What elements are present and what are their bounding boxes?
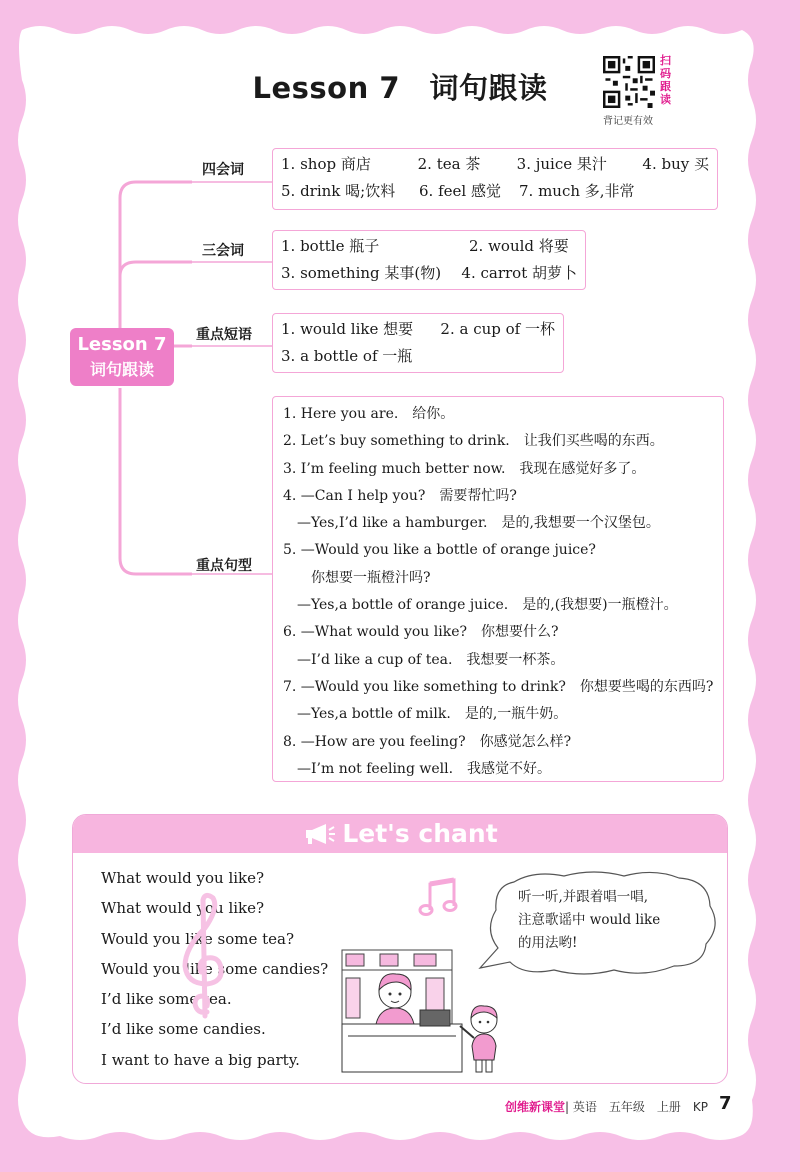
- sentence-line: 1. Here you are. 给你。: [283, 406, 455, 422]
- chant-line: I’d like some tea.: [101, 990, 232, 1009]
- page-title: Lesson 7 词句跟读: [252, 71, 548, 105]
- phrase-item: 2. a cup of 一杯: [440, 320, 555, 338]
- sentence-line: 你想要一瓶橙汁吗?: [283, 569, 431, 586]
- qr-caption: 背记更有效: [603, 116, 653, 127]
- four-skills-box: [272, 148, 718, 210]
- sentence-line: 4. —Can I help you? 需要帮忙吗?: [283, 487, 517, 504]
- chant-header: [73, 815, 727, 853]
- sentences-box: [272, 396, 724, 782]
- footer-info: | 英语 五年级 上册 KP: [565, 1100, 708, 1114]
- sentence-line: 3. I’m feeling much better now. 我现在感觉好多了。: [283, 460, 646, 477]
- qr-side-label: [660, 54, 676, 106]
- vocab-item: 6. feel 感觉: [419, 182, 501, 200]
- chant-line: Would you like some tea?: [101, 929, 295, 948]
- vocab-item: 7. much 多,非常: [519, 182, 635, 200]
- chant-line: What would you like?: [101, 899, 265, 918]
- phrases-box: [272, 313, 564, 373]
- sentence-line: 7. —Would you like something to drink? 你想要些喝的东西吗?: [283, 678, 714, 695]
- sentence-line: —I’d like a cup of tea. 我想要一杯茶。: [283, 651, 565, 668]
- treble-clef-icon: [175, 892, 235, 1022]
- sentence-line: 8. —How are you feeling? 你感觉怎么样?: [283, 733, 572, 750]
- sentence-line: —I’m not feeling well. 我感觉不好。: [283, 760, 552, 777]
- vocab-item: 4. buy 买: [642, 155, 709, 173]
- chant-line: I want to have a big party.: [101, 1050, 300, 1069]
- sentence-line: —Yes,a bottle of milk. 是的,一瓶牛奶。: [283, 706, 568, 723]
- page-footer: [505, 1098, 708, 1115]
- qr-side-char: 扫: [660, 54, 671, 67]
- chant-line: What would you like?: [101, 869, 265, 887]
- chant-line: I’d like some candies.: [101, 1020, 266, 1039]
- megaphone-icon: [302, 822, 336, 846]
- vocab-item: 2. would 将要: [469, 237, 569, 255]
- bubble-line: 听一听,并跟着唱一唱,: [518, 889, 649, 905]
- sentence-line: —Yes,I’d like a hamburger. 是的,我想要一个汉堡包。: [283, 515, 660, 532]
- sentence-line: 5. —Would you like a bottle of orange juice?: [283, 542, 596, 559]
- center-subtitle: 词句跟读: [89, 360, 154, 379]
- category-label-three-skills: 三会词: [202, 243, 244, 259]
- sentence-line: —Yes,a bottle of orange juice. 是的,(我想要)一瓶橙汁。: [283, 597, 678, 614]
- bubble-line: 的用法哟!: [518, 935, 578, 951]
- vocab-item: 1. shop 商店: [281, 155, 371, 173]
- category-label-sentences: 重点句型: [196, 558, 252, 574]
- shop-counter-illustration: [340, 948, 510, 1076]
- category-label-phrases: 重点短语: [196, 327, 252, 343]
- chant-line: Would you like some candies?: [101, 959, 329, 978]
- vocab-item: 5. drink 喝;饮料: [281, 182, 396, 200]
- sentence-line: 2. Let’s buy something to drink. 让我们买些喝的东西。: [283, 433, 664, 450]
- qr-code-icon[interactable]: [603, 56, 655, 108]
- phrase-item: 1. would like 想要: [281, 320, 414, 338]
- qr-side-char: 读: [660, 93, 671, 106]
- vocab-item: 4. carrot 胡萝卜: [461, 264, 577, 282]
- speech-bubble-text: [518, 886, 698, 955]
- sentence-line: 6. —What would you like? 你想要什么?: [283, 624, 559, 641]
- category-label-four-skills: 四会词: [202, 162, 244, 178]
- three-skills-box: [272, 230, 586, 290]
- qr-side-char: 跟: [660, 80, 671, 93]
- music-note-icon: [418, 876, 460, 918]
- center-title: Lesson 7: [77, 334, 167, 355]
- vocab-item: 3. juice 果汁: [516, 155, 607, 173]
- vocab-item: 1. bottle 瓶子: [281, 237, 380, 255]
- qr-side-char: 码: [660, 67, 671, 80]
- bubble-line: 注意歌谣中 would like: [518, 912, 661, 928]
- footer-brand: 创维新课堂: [505, 1100, 566, 1114]
- chant-title: Let's chant: [342, 819, 498, 848]
- vocab-item: 2. tea 茶: [417, 155, 481, 173]
- page-number: 7: [719, 1093, 732, 1114]
- vocab-item: 3. something 某事(物): [281, 264, 442, 282]
- phrase-item: 3. a bottle of 一瓶: [281, 347, 413, 365]
- mindmap-center-badge: [70, 328, 174, 386]
